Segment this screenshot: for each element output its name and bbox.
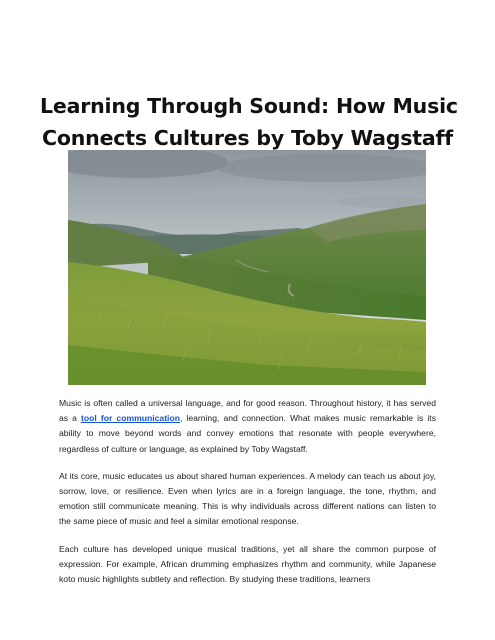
paragraph-3: Each culture has developed unique musical traditions, yet all share the common purpose of expression. For example, African drumming emphasizes rhythm and community, while Japanese koto music highlights subtlety and reflection. By studying these traditions, learners: [59, 543, 436, 585]
hero-image-landscape: [68, 150, 426, 385]
paragraph-2: At its core, music educates us about shared human experiences. A melody can teach us about joy, sorrow, love, or resilience. Even when lyrics are in a foreign language, the tone, rhythm, and emotion still communicate meaning. This is why individuals across different nations can listen to the same piece of music and feel a similar emotional response.: [59, 470, 436, 527]
title-line-2: Connects Cultures by Toby Wagstaff: [42, 125, 453, 150]
paragraph-1-after: , learning, and connection. What makes music remarkable is its ability to move beyond words and convey emotions that resonate with people everywhere, regardless of culture or language, as explained by Toby Wagstaff.: [59, 413, 436, 454]
paragraph-1: [59, 396, 436, 457]
title-line-1: Learning Through Sound: How Music: [40, 93, 458, 118]
article-body: [59, 396, 436, 599]
page-title: [40, 90, 458, 154]
tool-for-communication-link[interactable]: tool for communication: [81, 413, 180, 424]
paragraph-1-before: Music is often called a universal language, and for good reason. Throughout history, it has served as a: [59, 398, 436, 424]
